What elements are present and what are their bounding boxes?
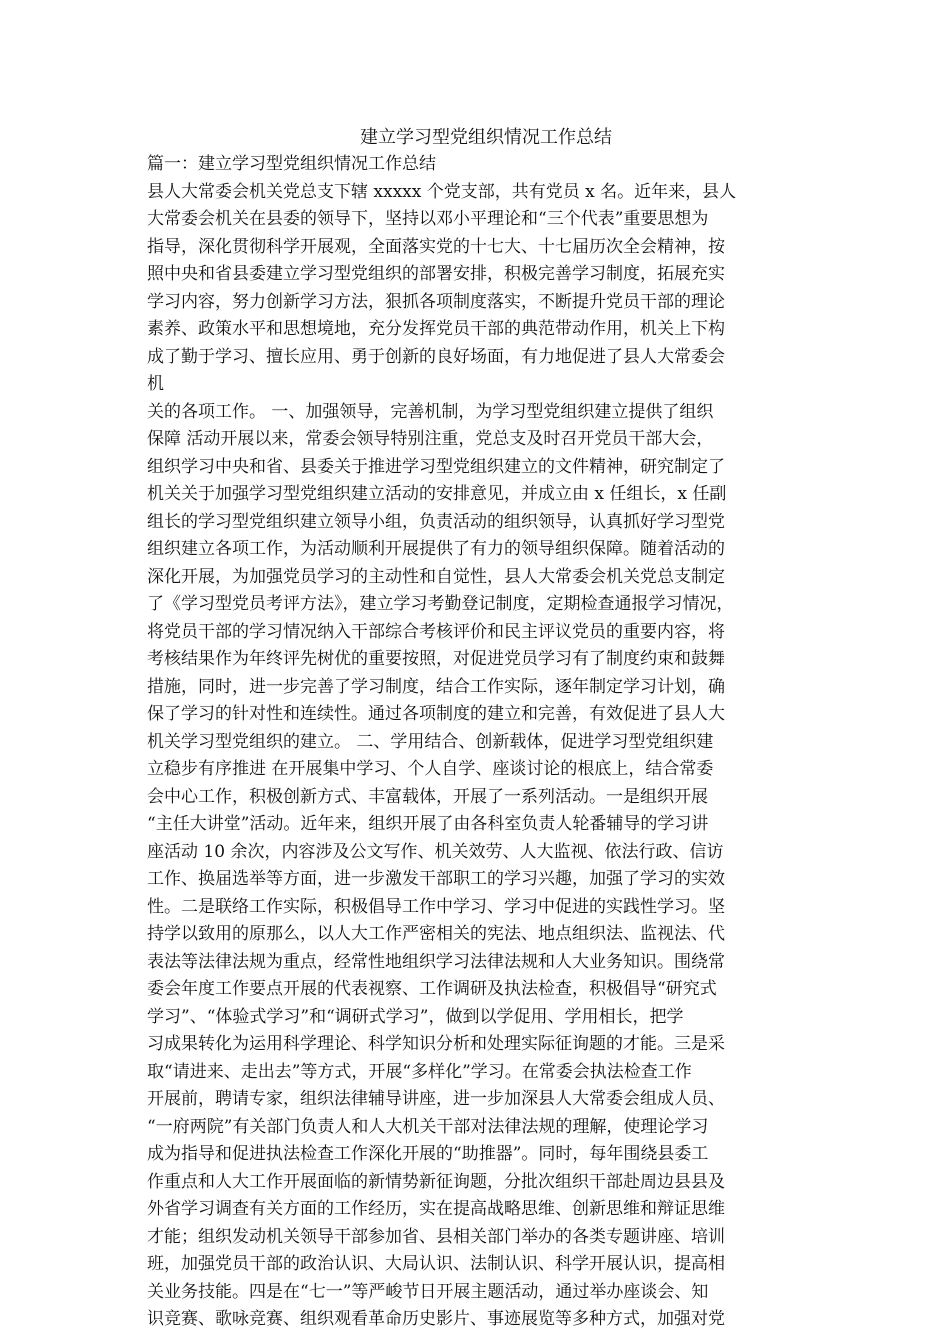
paragraph-line: 会中心工作，积极创新方式、丰富载体，开展了一系列活动。一是组织开展 [147, 786, 708, 807]
paragraph-line: 指导，深化贯彻科学开展观，全面落实党的十七大、十七届历次全会精神，按 [147, 236, 725, 257]
paragraph-line: 组长的学习型党组织建立领导小组，负责活动的组织领导，认真抓好学习型党 [147, 511, 725, 532]
paragraph-line: 措施，同时，进一步完善了学习制度，结合工作实际，逐年制定学习计划，确 [147, 676, 725, 697]
paragraph-line: 识竞赛、歌咏竞赛、组织观看革命历史影片、事迹展览等多种方式，加强对党 [147, 1309, 725, 1329]
paragraph-line: 才能；组织发动机关领导干部参加省、县相关部门举办的各类专题讲座、培训 [147, 1226, 725, 1247]
paragraph-line: 关业务技能。四是在“七一”等严峻节日开展主题活动，通过举办座谈会、知 [147, 1281, 709, 1302]
paragraph-line: 作重点和人大工作开展面临的新情势新征询题，分批次组织干部赴周边县县及 [147, 1171, 725, 1192]
paragraph-line: 持学以致用的原那么，以人大工作严密相关的宪法、地点组织法、监视法、代 [147, 924, 725, 944]
paragraph-line: 保障 活动开展以来，常委会领导特别注重，党总支及时召开党员干部大会， [147, 429, 714, 449]
paragraph-line: 座活动 10 余次，内容涉及公文写作、机关效劳、人大监视、依法行政、信访 [147, 841, 724, 862]
paragraph-line: 了《学习型党员考评方法》，建立学习考勤登记制度，定期检查通报学习情况， [147, 594, 734, 614]
paragraph-line: 保了学习的针对性和连续性。通过各项制度的建立和完善，有效促进了县人大 [147, 704, 725, 724]
paragraph-line: 大常委会机关在县委的领导下，坚持以邓小平理论和“三个代表”重要思想为 [147, 209, 709, 229]
paragraph-line: 照中央和省县委建立学习型党组织的部署安排，积极完善学习制度，拓展充实 [147, 264, 725, 284]
paragraph-line: 深化开展，为加强党员学习的主动性和自觉性，县人大常委会机关党总支制定 [147, 566, 725, 587]
paragraph-line: 习成果转化为运用科学理论、科学知识分析和处理实际征询题的才能。三是采 [147, 1034, 725, 1054]
paragraph-line: 表法等法律法规为重点，经常性地组织学习法律法规和人大业务知识。围绕常 [147, 951, 725, 972]
paragraph-line: 立稳步有序推进 在开展集中学习、个人自学、座谈讨论的根底上，结合常委 [147, 759, 714, 779]
paragraph-line: 成了勤于学习、擅长应用、勇于创新的良好场面，有力地促进了县人大常委会 [147, 346, 725, 367]
paragraph-line: “主任大讲堂”活动。近年来，组织开展了由各科室负责人轮番辅导的学习讲 [147, 814, 709, 834]
paragraph-line: 篇一：建立学习型党组织情况工作总结 [147, 154, 436, 174]
paragraph-line: 机 [147, 374, 164, 394]
paragraph-line: 成为指导和促进执法检查工作深化开展的“助推器”。同时，每年围绕县委工 [147, 1144, 709, 1164]
paragraph-line: 委会年度工作要点开展的代表视察、工作调研及执法检查，积极倡导“研究式 [147, 979, 717, 999]
paragraph-line: 组织学习中央和省、县委关于推进学习型党组织建立的文件精神，研究制定了 [147, 456, 725, 477]
paragraph-line: 组织建立各项工作，为活动顺利开展提供了有力的领导组织保障。随着活动的 [147, 539, 725, 559]
paragraph-line: 学习”、“体验式学习”和“调研式学习”，做到以学促用、学用相长，把学 [147, 1006, 684, 1027]
document-body [147, 151, 817, 1334]
paragraph-line: 关的各项工作。 一、加强领导，完善机制，为学习型党组织建立提供了组织 [147, 401, 714, 422]
paragraph-line: 学习内容，努力创新学习方法，狠抓各项制度落实，不断提升党员干部的理论 [147, 291, 725, 312]
paragraph-line: 机关关于加强学习型党组织建立活动的安排意见，并成立由 x 任组长，x 任副 [147, 484, 727, 504]
paragraph-line: 班，加强党员干部的政治认识、大局认识、法制认识、科学开展认识，提高相 [147, 1254, 725, 1274]
paragraph-line: “一府两院”有关部门负责人和人大机关干部对法律法规的理解，使理论学习 [147, 1116, 709, 1137]
paragraph-line: 外省学习调查有关方面的工作经历，实在提高战略思维、创新思维和辩证思维 [147, 1199, 725, 1219]
paragraph-line: 取“请进来、走出去”等方式，开展“多样化”学习。在常委会执法检查工作 [147, 1061, 692, 1082]
paragraph-line: 县人大常委会机关党总支下辖 xxxxx 个党支部，共有党员 x 名。近年来，县人 [147, 181, 737, 202]
paragraph-line: 性。二是联络工作实际，积极倡导工作中学习、学习中促进的实践性学习。坚 [147, 896, 725, 917]
paragraph-line: 将党员干部的学习情况纳入干部综合考核评价和民主评议党员的重要内容，将 [147, 621, 725, 642]
paragraph-line: 素养、政策水平和思想境地，充分发挥党员干部的典范带动作用，机关上下构 [147, 319, 725, 339]
document-page [147, 124, 817, 1334]
document-title: 建立学习型党组织情况工作总结 [360, 127, 612, 148]
paragraph-line: 工作、换届选举等方面，进一步激发干部职工的学习兴趣，加强了学习的实效 [147, 869, 725, 889]
paragraph-line: 考核结果作为年终评先树优的重要按照，对促进党员学习有了制度约束和鼓舞 [147, 649, 725, 669]
paragraph-line: 机关学习型党组织的建立。 二、学用结合、创新载体，促进学习型党组织建 [147, 731, 714, 752]
paragraph-line: 开展前，聘请专家，组织法律辅导讲座，进一步加深县人大常委会组成人员、 [147, 1089, 725, 1109]
